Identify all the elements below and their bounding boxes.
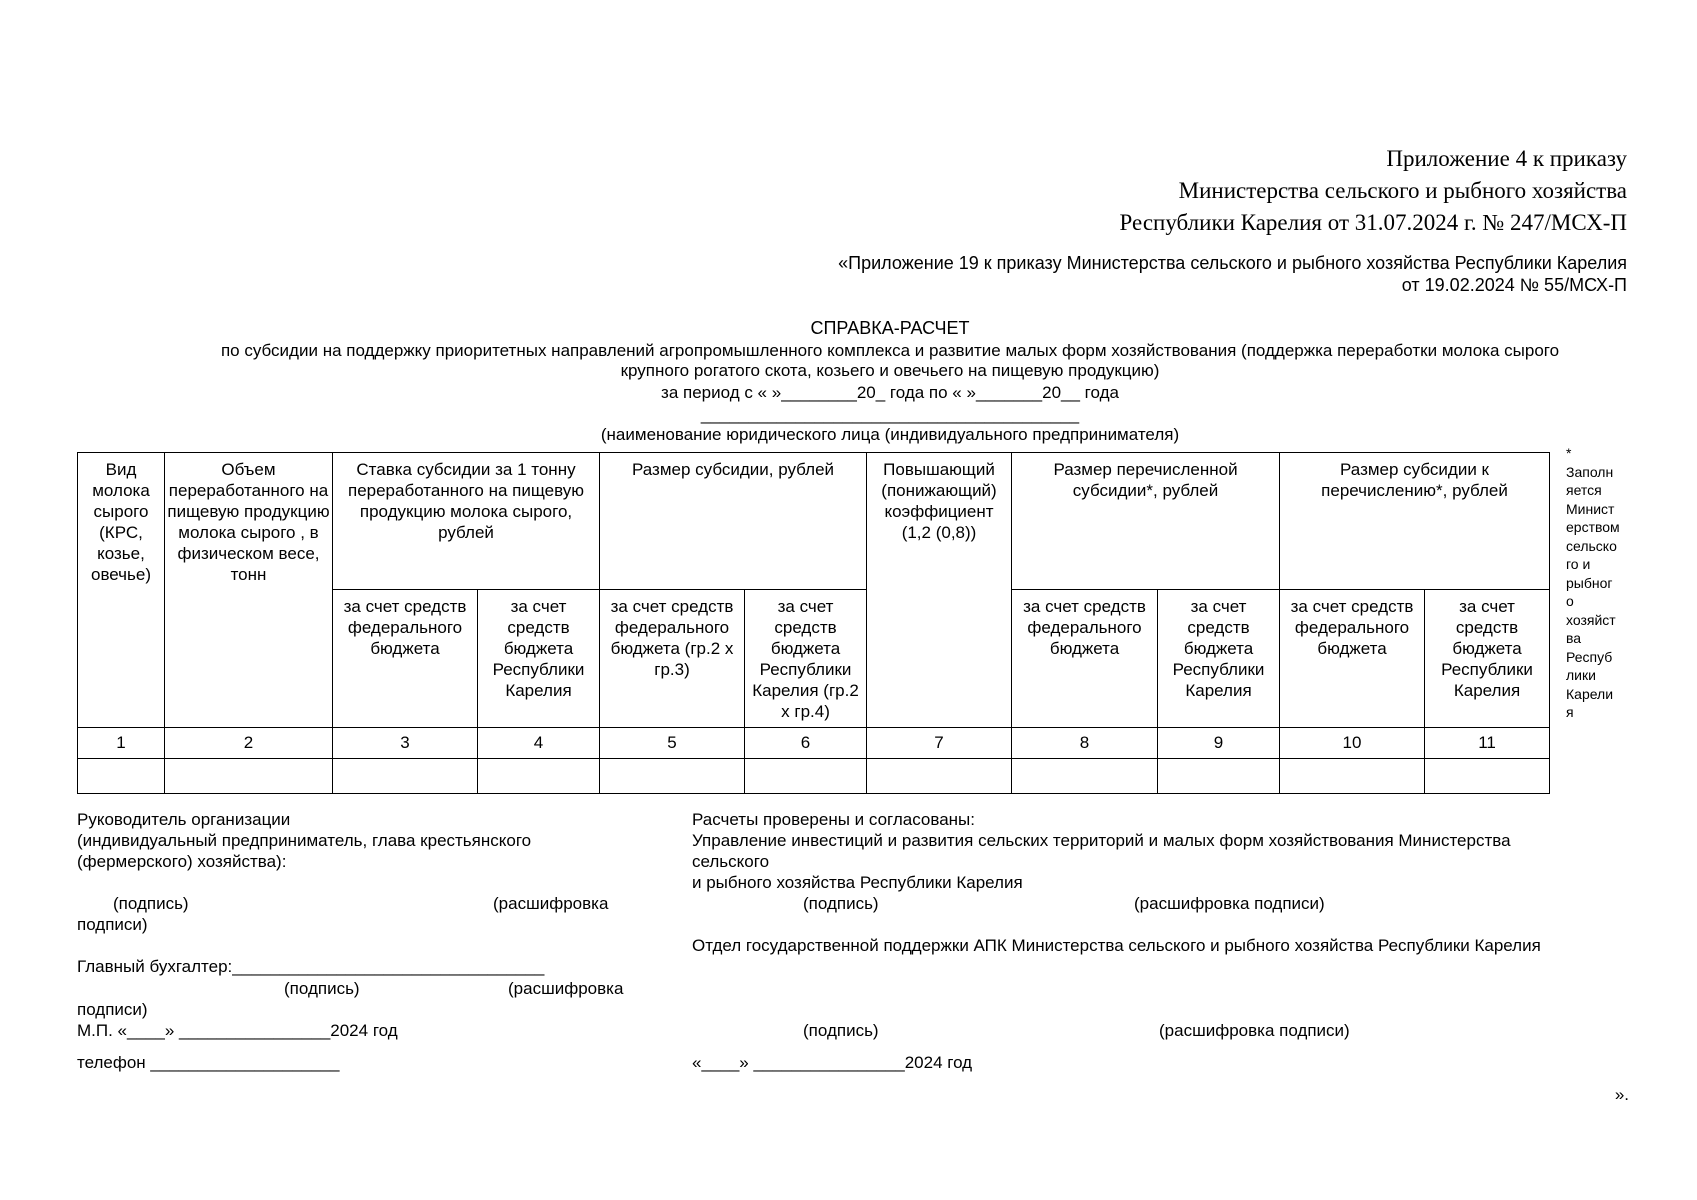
subheader-to-transfer-federal: за счет средств федерального бюджета — [1280, 590, 1425, 728]
stamp-date-line: М.П. «____» ________________2024 год — [77, 1021, 398, 1040]
empty-input-cell[interactable] — [78, 759, 165, 794]
signature-decoding-caption: (расшифровка — [508, 979, 624, 998]
subheader-size-federal: за счет средств федерального бюджета (гр.2 х гр.3) — [600, 590, 745, 728]
document-title: СПРАВКА-РАСЧЕТ — [810, 318, 970, 338]
subheader-size-regional: за счет средств бюджета Республики Карелия (гр.2 х гр.4) — [745, 590, 867, 728]
column-number: 4 — [478, 728, 600, 759]
signature-caption: (подпись) — [113, 894, 189, 913]
column-number: 5 — [600, 728, 745, 759]
signature-decoding-caption: (расшифровка — [493, 894, 609, 913]
column-number: 8 — [1012, 728, 1158, 759]
previous-appendix-line-2: от 19.02.2024 № 55/МСХ-П — [1401, 275, 1627, 295]
column-number: 3 — [333, 728, 478, 759]
empty-input-cell[interactable] — [333, 759, 478, 794]
appendix-title-line-1: Приложение 4 к приказу — [1386, 146, 1627, 171]
head-of-organization-line-2: (индивидуальный предприниматель, глава крестьянского — [77, 831, 532, 850]
department-1-line-3: и рыбного хозяйства Республики Карелия — [692, 873, 1023, 892]
signature-decoding-caption-cont: подписи) — [77, 1000, 148, 1019]
empty-input-cell[interactable] — [867, 759, 1012, 794]
signature-caption: (подпись) — [284, 979, 360, 998]
empty-input-cell[interactable] — [1012, 759, 1158, 794]
column-number: 11 — [1425, 728, 1550, 759]
header-subsidy-to-transfer: Размер субсидии к перечислению*, рублей — [1280, 453, 1550, 590]
approval-date-line: «____» ________________2024 год — [692, 1053, 973, 1072]
header-processed-volume: Объем переработанного на пищевую продукцию молока сырого , в физическом весе, тонн — [165, 453, 333, 728]
subtitle-line-2: крупного рогатого скота, козьего и овечьего на пищевую продукцию) — [620, 361, 1160, 380]
phone-line: телефон ____________________ — [77, 1053, 340, 1072]
appendix-title-line-3: Республики Карелия от 31.07.2024 г. № 247/МСХ-П — [1119, 210, 1627, 235]
period-line: за период с « »________20_ года по « »_______20__ года — [661, 383, 1119, 402]
header-subsidy-size: Размер субсидии, рублей — [600, 453, 867, 590]
department-1-line-2: сельского — [692, 852, 770, 871]
column-number: 9 — [1158, 728, 1280, 759]
header-milk-type: Вид молока сырого (КРС, козье, овечье) — [78, 453, 165, 728]
column-number: 2 — [165, 728, 333, 759]
chief-accountant-line: Главный бухгалтер:_________________________________ — [77, 957, 545, 976]
subsidy-calculation-table — [77, 452, 1550, 794]
subheader-rate-federal: за счет средств федерального бюджета — [333, 590, 478, 728]
column-number: 1 — [78, 728, 165, 759]
department-2-line: Отдел государственной поддержки АПК Министерства сельского и рыбного хозяйства Республики Карелия — [692, 936, 1541, 955]
closing-quote: ». — [1614, 1085, 1629, 1104]
subheader-transferred-regional: за счет средств бюджета Республики Карелия — [1158, 590, 1280, 728]
empty-input-cell[interactable] — [165, 759, 333, 794]
empty-input-cell[interactable] — [745, 759, 867, 794]
column-number: 10 — [1280, 728, 1425, 759]
empty-input-cell[interactable] — [600, 759, 745, 794]
entity-name-caption: (наименование юридического лица (индивидуального предпринимателя) — [600, 425, 1180, 444]
head-of-organization-line-1: Руководитель организации — [77, 810, 291, 829]
empty-input-cell[interactable] — [1280, 759, 1425, 794]
subheader-transferred-federal: за счет средств федерального бюджета — [1012, 590, 1158, 728]
signature-caption: (подпись) — [803, 894, 879, 913]
subheader-rate-regional: за счет средств бюджета Республики Карелия — [478, 590, 600, 728]
header-subsidy-rate: Ставка субсидии за 1 тонну переработанного на пищевую продукцию молока сырого, рублей — [333, 453, 600, 590]
checked-caption: Расчеты проверены и согласованы: — [692, 810, 975, 829]
column-number: 7 — [867, 728, 1012, 759]
signature-decoding-caption-cont: подписи) — [77, 915, 148, 934]
head-of-organization-line-3: (фермерского) хозяйства): — [77, 852, 287, 871]
header-coefficient: Повышающий (понижающий) коэффициент (1,2 (0,8)) — [867, 453, 1012, 728]
header-transferred-subsidy: Размер перечисленной субсидии*, рублей — [1012, 453, 1280, 590]
department-1-line-1: Управление инвестиций и развития сельских территорий и малых форм хозяйствования Министерства — [692, 831, 1511, 850]
signature-decoding-caption: (расшифровка подписи) — [1159, 1021, 1350, 1040]
subheader-to-transfer-regional: за счет средств бюджета Республики Карелия — [1425, 590, 1550, 728]
empty-input-cell[interactable] — [1158, 759, 1280, 794]
subtitle-line-1: по субсидии на поддержку приоритетных направлений агропромышленного комплекса и развитие малых форм хозяйствования (поддержка переработки молока сырого — [220, 341, 1560, 360]
column-number: 6 — [745, 728, 867, 759]
signature-decoding-caption: (расшифровка подписи) — [1134, 894, 1325, 913]
entity-name-blank: ________________________________________ — [700, 405, 1080, 424]
appendix-title-line-2: Министерства сельского и рыбного хозяйства — [1178, 178, 1627, 203]
empty-input-cell[interactable] — [478, 759, 600, 794]
previous-appendix-line-1: «Приложение 19 к приказу Министерства сельского и рыбного хозяйства Республики Карелия — [838, 253, 1627, 273]
signature-caption: (подпись) — [803, 1021, 879, 1040]
side-footnote: * Заполн яется Минист ерством сельско го и рыбног о хозяйст ва Респуб лики Карели я — [1566, 445, 1620, 720]
empty-input-cell[interactable] — [1425, 759, 1550, 794]
